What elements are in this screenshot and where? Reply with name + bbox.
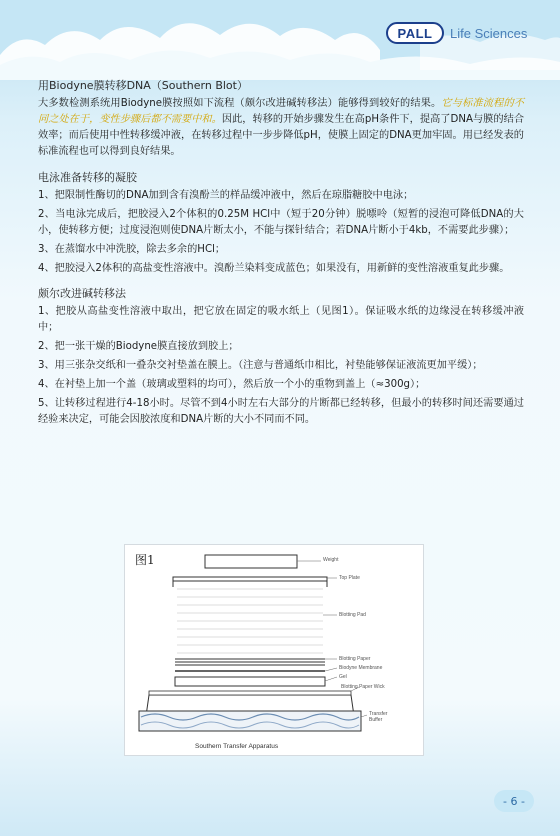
page-title: 用Biodyne膜转移DNA（Southern Blot） [38, 79, 248, 92]
list-item: 1、把限制性酶切的DNA加到含有溴酚兰的样品缓冲液中，然后在琼脂糖胶中电泳； [38, 190, 414, 201]
figure-caption: Southern Transfer Apparatus [195, 743, 279, 750]
figure-southern-apparatus [124, 544, 424, 756]
label-buffer: Transfer Buffer [369, 711, 388, 723]
intro-part1: 大多数检测系统用Biodyne膜按照如下流程（颇尔改进碱转移法）能够得到较好的结果。 [38, 98, 442, 109]
document-body [38, 78, 524, 431]
label-blotting-pad: Blotting Pad [339, 612, 366, 618]
logo-mark: PALL [386, 22, 444, 44]
label-weight: Weight [323, 557, 339, 563]
gel-block [175, 677, 325, 686]
label-top-plate: Top Plate [339, 575, 360, 581]
list-item: 4、把胶浸入2体积的高盐变性溶液中。溴酚兰染料变成蓝色；如果没有，用新鲜的变性溶液重复此步骤。 [38, 263, 510, 274]
list-item: 3、用三张杂交纸和一叠杂交衬垫盖在膜上。（注意与普通纸巾相比，衬垫能够保证液流更加平缓）； [38, 360, 483, 371]
list-item: 2、把一张干燥的Biodyne膜直接放到胶上； [38, 341, 239, 352]
label-blotting-paper: Blotting Paper [339, 656, 371, 662]
list-item: 2、当电泳完成后，把胶浸入2个体积的0.25M HCl中（短于20分钟）脱嘌呤（短暂的浸泡可降低DNA的大小，使转移方便；过度浸泡则使DNA片断太小，不能与探针结合；若DNA片断小于4kb，不需要此步骤）； [38, 209, 524, 236]
list-item: 4、在衬垫上加一个盖（玻璃或塑料的均可），然后放一个小的重物到盖上（≈300g）； [38, 379, 426, 390]
apparatus-diagram [125, 545, 423, 755]
section-title-electrophoresis: 电泳准备转移的凝胶 [38, 171, 137, 184]
page-number: - 6 - [494, 790, 534, 812]
intro-part2: 因此，转移的开始步骤发生在高pH条件下，提高了DNA与膜的结合效率；而后使用中性转移缓冲液，在转移过程中一步步降低pH，使膜上固定的DNA更加牢固。用已经发表的标准流程也可以得到良好结果。 [38, 114, 525, 157]
label-gel: Gel [339, 674, 347, 680]
figure-label: 图1 [135, 553, 155, 567]
logo-text: Life Sciences [450, 25, 528, 41]
weight-block [205, 555, 297, 568]
list-item: 3、在蒸馏水中冲洗胶，除去多余的HCl； [38, 244, 226, 255]
blotting-paper-lines [175, 659, 325, 665]
pall-logo [386, 22, 527, 44]
blotting-pad-lines [177, 589, 323, 653]
intro-paragraph [38, 96, 524, 160]
intro-highlight: 它与标准流程的不同之处在于，变性步骤后都不需要中和。 [38, 98, 524, 125]
top-plate [173, 577, 327, 581]
list-item: 1、把胶从高盐变性溶液中取出，把它放在固定的吸水纸上（见图1）。保证吸水纸的边缘浸在转移缓冲液中； [38, 306, 524, 333]
label-wick: Blotting Paper Wick [341, 684, 385, 690]
section-title-transfer: 颇尔改进碱转移法 [38, 287, 126, 300]
label-membrane: Biodyne Membrane [339, 665, 383, 671]
list-item: 5、让转移过程进行4-18小时。尽管不到4小时左右大部分的片断都已经转移，但最小的转移时间还需要通过经验来决定，可能会因胶浓度和DNA片断的大小不同而不同。 [38, 398, 524, 425]
